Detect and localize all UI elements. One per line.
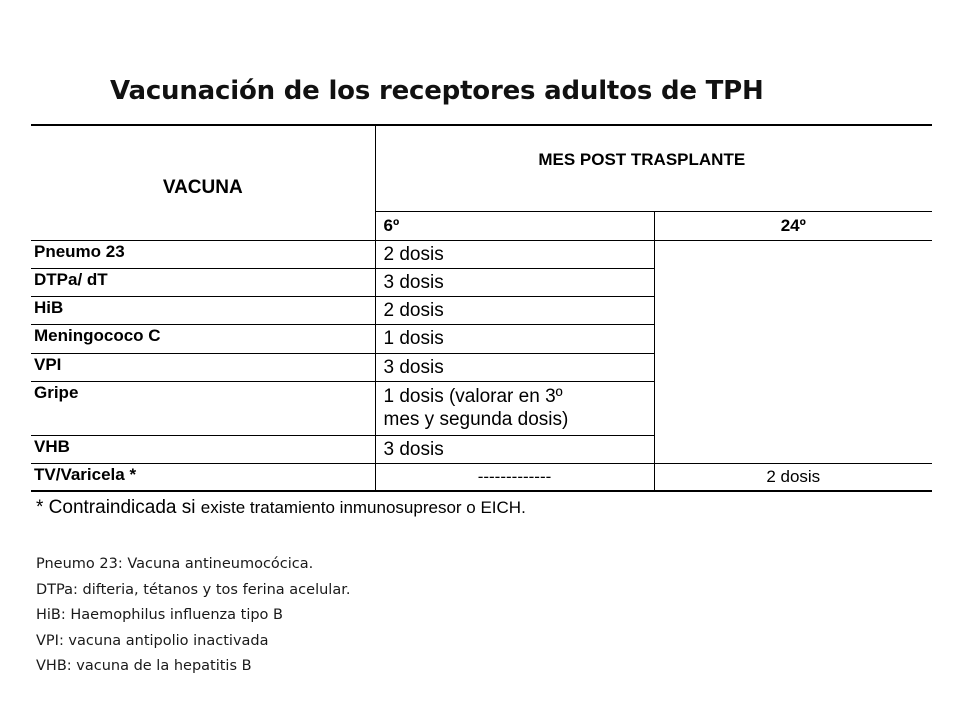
- legend-item: VHB: vacuna de la hepatitis B: [36, 658, 252, 674]
- vaccine-name: Gripe: [31, 381, 375, 435]
- dose-line-2: mes y segunda dosis): [383, 409, 569, 430]
- legend-item: Pneumo 23: Vacuna antineumocócica.: [36, 556, 314, 572]
- legend-item: DTPa: difteria, tétanos y tos ferina acelular.: [36, 581, 351, 598]
- vaccine-name: VHB: [31, 435, 375, 463]
- footnote-part-2: existe tratamiento inmunosupresor o EICH.: [200, 498, 526, 517]
- legend-item: VPI: vacuna antipolio inactivada: [36, 632, 269, 649]
- dose-line-1: 1 dosis (valorar en 3º: [383, 386, 563, 407]
- table-header-row: [31, 125, 932, 211]
- contraindication-footnote: [36, 497, 526, 519]
- vaccine-name: Meningococo C: [31, 324, 375, 353]
- dose-month-6: [375, 381, 654, 435]
- vaccination-table: [31, 124, 932, 492]
- column-header-vacuna: VACUNA: [31, 125, 375, 240]
- vaccine-name: HiB: [31, 296, 375, 324]
- dose-month-6: -------------: [375, 463, 654, 491]
- legend-item: HiB: Haemophilus influenza tipo B: [36, 607, 283, 623]
- empty-month-24-cell: [654, 240, 932, 463]
- dose-month-6: 3 dosis: [375, 268, 654, 296]
- abbreviations-legend: [36, 552, 350, 680]
- footnote-part-1: * Contraindicada si: [36, 497, 196, 518]
- vaccine-name: VPI: [31, 353, 375, 381]
- vaccine-name: Pneumo 23: [31, 240, 375, 268]
- table-row: [31, 240, 932, 268]
- column-header-mes-post-trasplante: MES POST TRASPLANTE: [375, 125, 932, 211]
- dose-month-6: 2 dosis: [375, 240, 654, 268]
- page-title: Vacunación de los receptores adultos de TPH: [110, 76, 764, 106]
- subheader-month-24: 24º: [654, 211, 932, 240]
- subheader-month-6: 6º: [375, 211, 654, 240]
- dose-month-6: 1 dosis: [375, 324, 654, 353]
- dose-month-6: 3 dosis: [375, 435, 654, 463]
- dose-month-24: 2 dosis: [654, 463, 932, 491]
- vaccine-name: DTPa/ dT: [31, 268, 375, 296]
- table-row: [31, 463, 932, 491]
- dose-month-6: 2 dosis: [375, 296, 654, 324]
- dose-month-6: 3 dosis: [375, 353, 654, 381]
- vaccine-name: TV/Varicela *: [31, 463, 375, 491]
